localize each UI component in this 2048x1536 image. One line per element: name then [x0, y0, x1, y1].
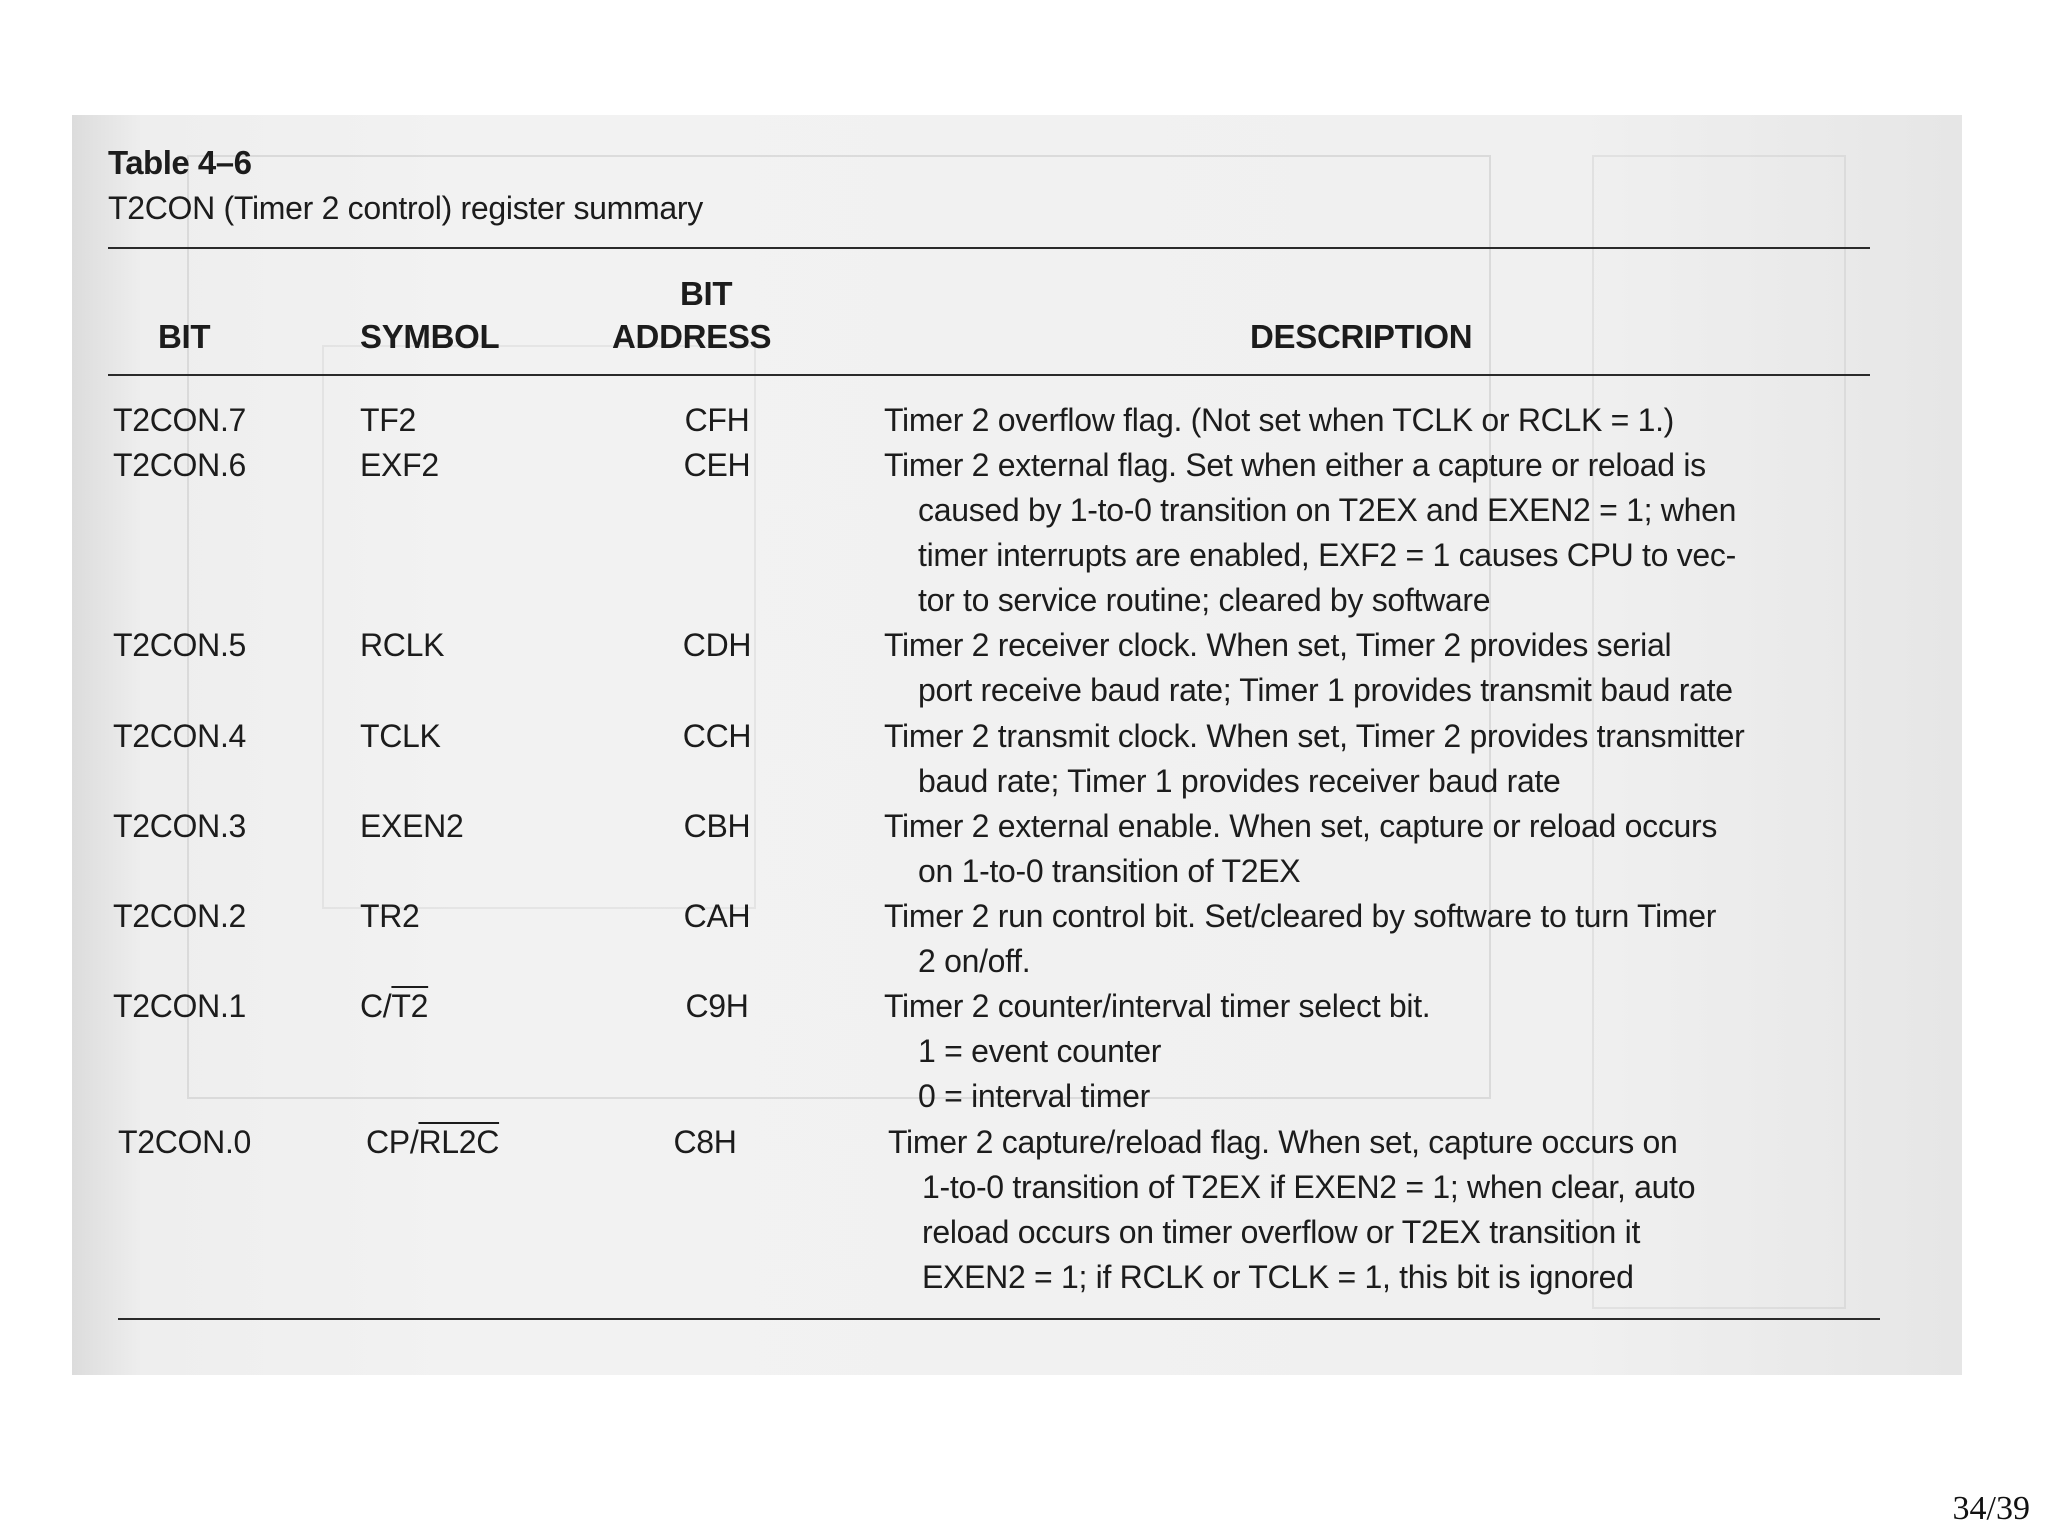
row-description: Timer 2 overflow flag. (Not set when TCLK or RCLK = 1.) [884, 402, 1675, 438]
row-description: Timer 2 external flag. Set when either a capture or reload is [884, 447, 1706, 483]
row-bit: T2CON.1 [113, 988, 247, 1024]
row-description-continued: port receive baud rate; Timer 1 provides transmit baud rate [918, 672, 1733, 708]
row-description: Timer 2 receiver clock. When set, Timer 2 provides serial [884, 627, 1672, 663]
symbol-prefix: CP/ [366, 1124, 419, 1160]
page-number: 34/39 [1952, 1490, 2030, 1527]
row-description-continued: caused by 1-to-0 transition on T2EX and EXEN2 = 1; when [918, 492, 1737, 528]
row-bit: T2CON.0 [118, 1124, 252, 1160]
header-bit: BIT [158, 318, 211, 355]
row-description-continued: reload occurs on timer overflow or T2EX transition it [922, 1214, 1641, 1250]
row-description-continued: 0 = interval timer [918, 1078, 1151, 1114]
row-bit: T2CON.3 [113, 808, 247, 844]
row-symbol: EXEN2 [360, 808, 464, 844]
header-bit-address-line1: BIT [680, 275, 733, 312]
row-address: C9H [685, 988, 749, 1024]
symbol-overlined: T2 [391, 988, 429, 1024]
row-address: CAH [683, 898, 751, 934]
row-address: CDH [682, 627, 752, 663]
row-symbol: TCLK [360, 718, 441, 754]
row-description: Timer 2 external enable. When set, capture or reload occurs [884, 808, 1718, 844]
symbol-overlined: RL2C [418, 1124, 500, 1160]
row-description-continued: EXEN2 = 1; if RCLK or TCLK = 1, this bit is ignored [922, 1259, 1634, 1295]
row-bit: T2CON.6 [113, 447, 247, 483]
row-description-continued: timer interrupts are enabled, EXF2 = 1 causes CPU to vec- [918, 537, 1736, 573]
row-symbol: TF2 [360, 402, 416, 438]
row-description-continued: 1 = event counter [918, 1033, 1162, 1069]
row-bit: T2CON.7 [113, 402, 247, 438]
bottom-rule [118, 1318, 1880, 1320]
row-symbol: RCLK [360, 627, 445, 663]
row-symbol [366, 1124, 499, 1161]
row-description: Timer 2 counter/interval timer select bit. [884, 988, 1431, 1024]
row-address: CBH [683, 808, 751, 844]
row-description: Timer 2 transmit clock. When set, Timer 2 provides transmitter [884, 718, 1745, 754]
row-symbol [360, 988, 428, 1025]
row-description-continued: 2 on/off. [918, 943, 1031, 979]
row-description-continued: tor to service routine; cleared by software [918, 582, 1491, 618]
header-description: DESCRIPTION [1250, 318, 1473, 355]
table-title: T2CON (Timer 2 control) register summary [108, 190, 703, 226]
row-description-continued: baud rate; Timer 1 provides receiver baud rate [918, 763, 1561, 799]
row-address: C8H [673, 1124, 737, 1160]
row-description-continued: on 1-to-0 transition of T2EX [918, 853, 1301, 889]
row-symbol: TR2 [360, 898, 420, 934]
table-number: Table 4–6 [108, 144, 252, 181]
header-rule [108, 374, 1870, 376]
row-address: CCH [682, 718, 752, 754]
row-description-continued: 1-to-0 transition of T2EX if EXEN2 = 1; when clear, auto [922, 1169, 1696, 1205]
row-symbol: EXF2 [360, 447, 439, 483]
row-address: CEH [683, 447, 751, 483]
top-rule [108, 247, 1870, 249]
row-bit: T2CON.2 [113, 898, 247, 934]
row-bit: T2CON.4 [113, 718, 247, 754]
row-description: Timer 2 run control bit. Set/cleared by software to turn Timer [884, 898, 1717, 934]
row-description: Timer 2 capture/reload flag. When set, capture occurs on [888, 1124, 1678, 1160]
row-address: CFH [684, 402, 750, 438]
symbol-prefix: C/ [360, 988, 392, 1024]
header-bit-address-line2: ADDRESS [612, 318, 772, 355]
header-symbol: SYMBOL [360, 318, 500, 355]
row-bit: T2CON.5 [113, 627, 247, 663]
